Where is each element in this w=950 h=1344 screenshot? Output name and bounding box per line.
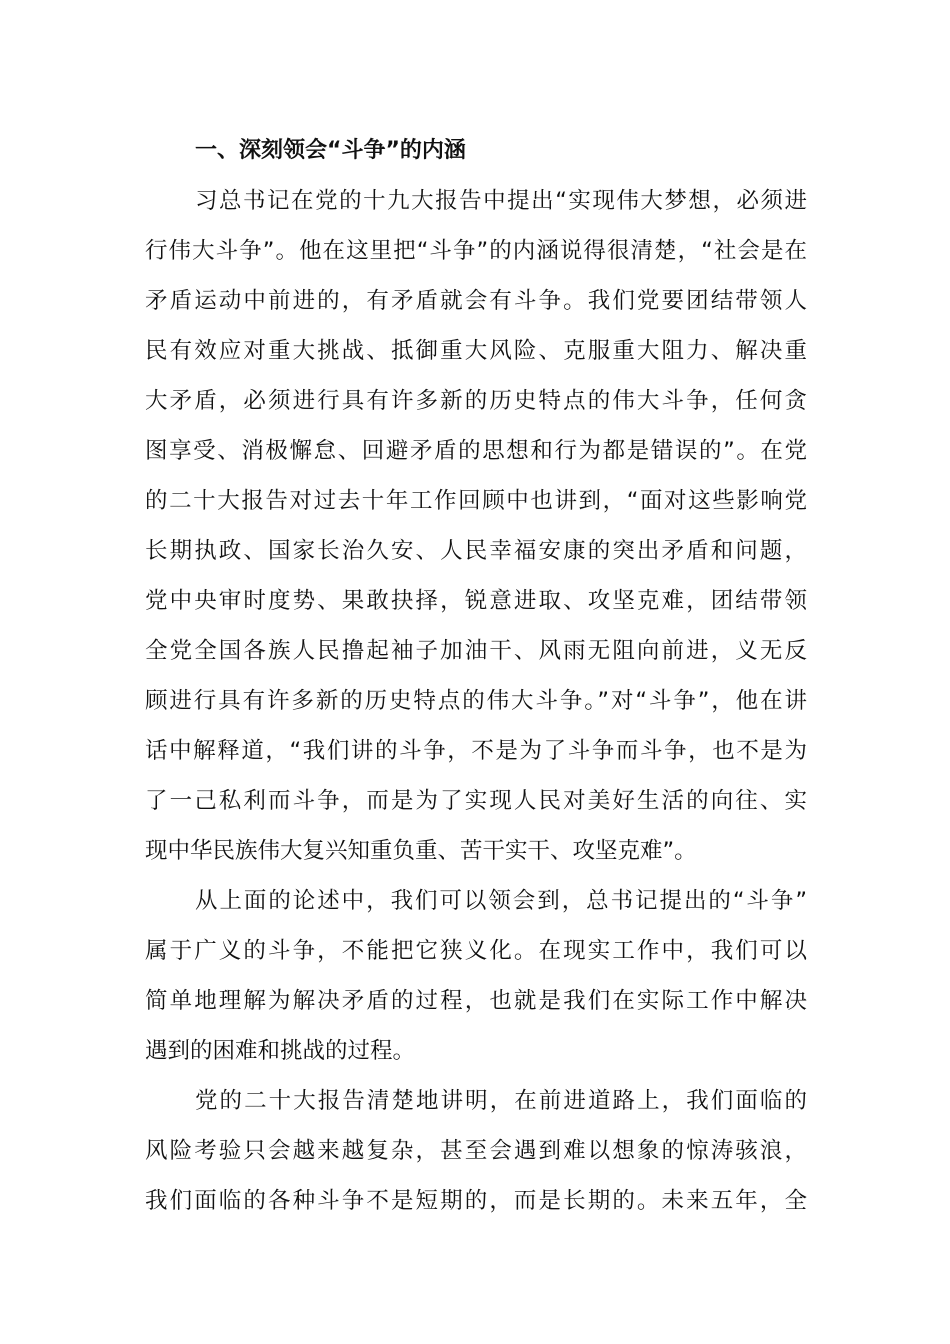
paragraph-2 — [145, 876, 807, 1076]
text-line: 我们面临的各种斗争不是短期的，而是长期的。未来五年，全 — [145, 1188, 807, 1214]
text-line: 风险考验只会越来越复杂，甚至会遇到难以想象的惊涛骇浪， — [145, 1138, 807, 1164]
text-line: 行伟大斗争”。他在这里把“斗争”的内涵说得很清楚，“社会是在 — [145, 238, 807, 264]
text-line: 党的二十大报告清楚地讲明，在前进道路上，我们面临的 — [195, 1088, 807, 1114]
document-body — [145, 126, 807, 1226]
section-heading: 一、深刻领会“斗争”的内涵 — [195, 138, 466, 163]
paragraph-1 — [145, 176, 807, 876]
text-line: 习总书记在党的十九大报告中提出“实现伟大梦想，必须进 — [195, 188, 807, 214]
text-line: 了一己私利而斗争，而是为了实现人民对美好生活的向往、实 — [145, 788, 807, 814]
text-line: 矛盾运动中前进的，有矛盾就会有斗争。我们党要团结带领人 — [145, 288, 807, 314]
text-line: 遇到的困难和挑战的过程。 — [145, 1038, 416, 1064]
text-line: 党中央审时度势、果敢抉择，锐意进取、攻坚克难，团结带领 — [145, 588, 807, 614]
text-line: 的二十大报告对过去十年工作回顾中也讲到，“面对这些影响党 — [145, 488, 807, 514]
paragraph-3 — [145, 1076, 807, 1226]
text-line: 顾进行具有许多新的历史特点的伟大斗争。”对“斗争”，他在讲 — [145, 688, 807, 714]
text-line: 民有效应对重大挑战、抵御重大风险、克服重大阻力、解决重 — [145, 338, 807, 364]
text-line: 简单地理解为解决矛盾的过程，也就是我们在实际工作中解决 — [145, 988, 807, 1014]
text-line: 全党全国各族人民撸起袖子加油干、风雨无阻向前进，义无反 — [145, 638, 807, 664]
text-line: 大矛盾，必须进行具有许多新的历史特点的伟大斗争，任何贪 — [145, 388, 807, 414]
text-line: 从上面的论述中，我们可以领会到，总书记提出的“斗争” — [195, 888, 807, 914]
text-line: 话中解释道，“我们讲的斗争，不是为了斗争而斗争，也不是为 — [145, 738, 807, 764]
text-line: 现中华民族伟大复兴知重负重、苦干实干、攻坚克难”。 — [145, 838, 697, 864]
text-line: 图享受、消极懈怠、回避矛盾的思想和行为都是错误的”。在党 — [145, 438, 807, 464]
text-line: 属于广义的斗争，不能把它狭义化。在现实工作中，我们可以 — [145, 938, 807, 964]
text-line: 长期执政、国家长治久安、人民幸福安康的突出矛盾和问题， — [145, 538, 807, 564]
